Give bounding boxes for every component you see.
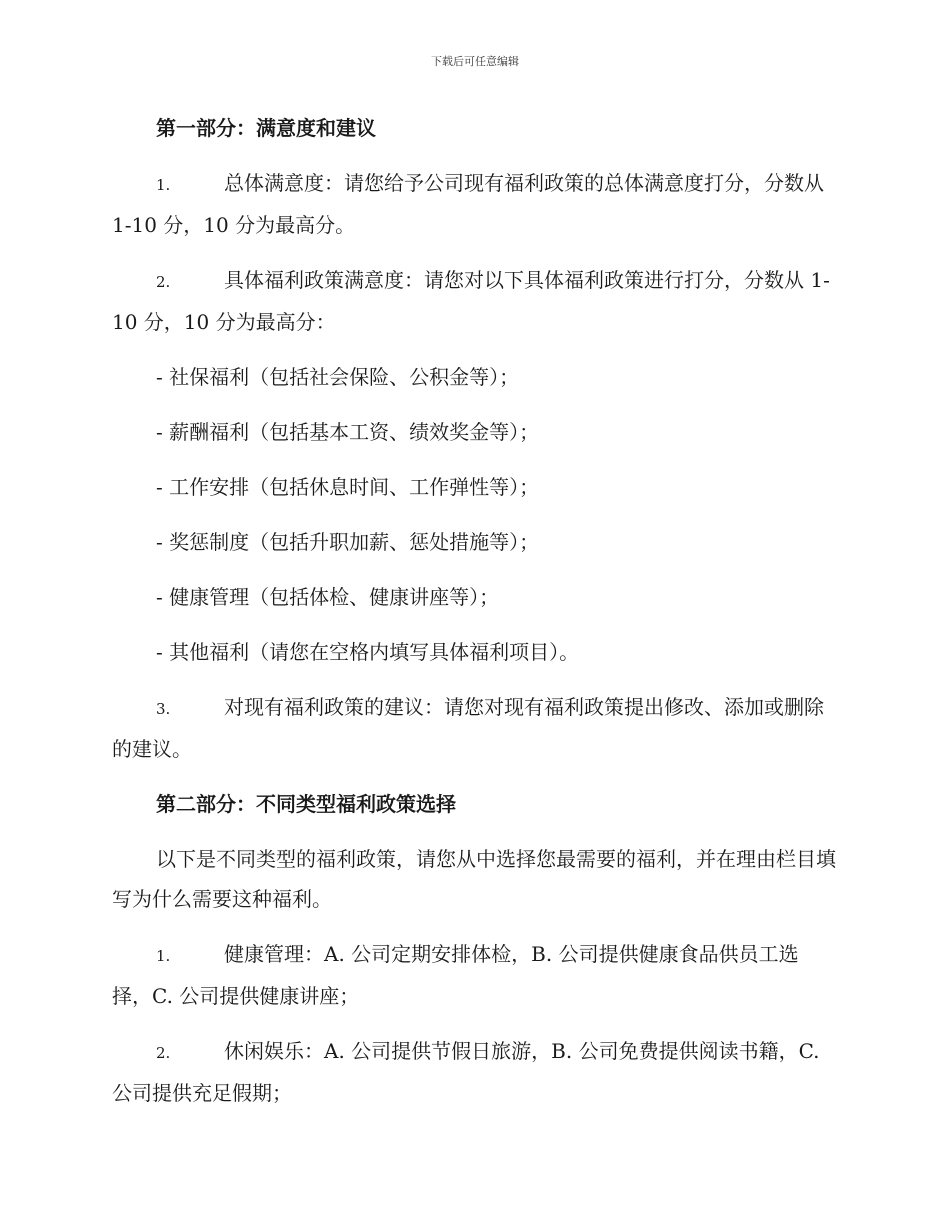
item-text: 对现有福利政策的建议：请您对现有福利政策提出修改、添加或删除的建议。 [112, 695, 824, 761]
bullet-social-insurance: - 社保福利（包括社会保险、公积金等）； [156, 365, 520, 389]
item-number: 2. [156, 273, 171, 291]
numbered-item-overall-satisfaction [112, 163, 838, 245]
part2-intro-paragraph: 以下是不同类型的福利政策，请您从中选择您最需要的福利，并在理由栏目填写为什么需要这种福利。 [112, 847, 836, 911]
document-body [112, 108, 838, 1128]
page-header: 下载后可任意编辑 [431, 55, 519, 68]
item-number: 2. [156, 1044, 171, 1062]
item-number: 1. [156, 947, 171, 965]
section-heading-part2: 第二部分：不同类型福利政策选择 [156, 792, 456, 816]
bullet-health-management: - 健康管理（包括体检、健康讲座等）； [156, 585, 500, 609]
item-text: 总体满意度：请您给予公司现有福利政策的总体满意度打分，分数从 1-10 分，10 分为最高分。 [112, 171, 824, 237]
item-text: 健康管理：A. 公司定期安排体检，B. 公司提供健康食品供员工选择，C. 公司提供健康讲座； [112, 942, 799, 1008]
bullet-rewards-penalties: - 奖惩制度（包括升职加薪、惩处措施等）； [156, 530, 540, 554]
item-number: 3. [156, 700, 171, 718]
bullet-salary: - 薪酬福利（包括基本工资、绩效奖金等）； [156, 420, 540, 444]
item-text: 具体福利政策满意度：请您对以下具体福利政策进行打分，分数从 1-10 分，10 分为最高分： [112, 268, 830, 334]
numbered-item-health-choice [112, 934, 838, 1016]
bullet-other-benefits: - 其他福利（请您在空格内填写具体福利项目）。 [156, 640, 580, 664]
item-number: 1. [156, 176, 171, 194]
numbered-item-suggestions [112, 687, 838, 769]
section-heading-part1: 第一部分：满意度和建议 [156, 116, 376, 140]
numbered-item-leisure-choice [112, 1031, 838, 1113]
item-text: 休闲娱乐：A. 公司提供节假日旅游，B. 公司免费提供阅读书籍，C. 公司提供充足假期； [112, 1039, 820, 1105]
bullet-work-arrangement: - 工作安排（包括休息时间、工作弹性等）； [156, 475, 540, 499]
numbered-item-specific-satisfaction [112, 260, 838, 342]
